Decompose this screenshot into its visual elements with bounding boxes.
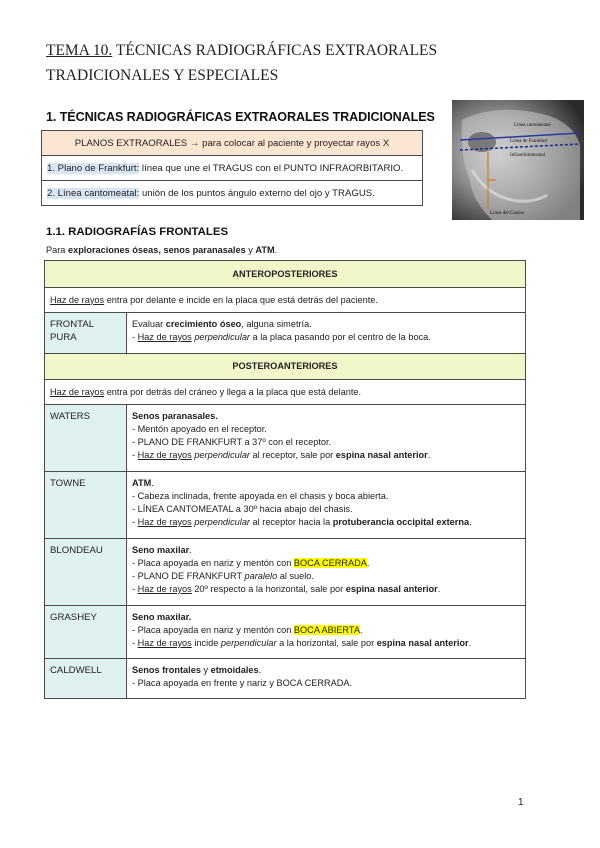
planes-table — [41, 130, 423, 206]
technique-details: Senos paranasales. - Mentón apoyado en el receptor. - PLANO DE FRANKFURT a 37º con el receptor. - Haz de rayos perpendicular al receptor, sale por espina nasal anterior. — [127, 405, 526, 472]
title-text: TÉCNICAS RADIOGRÁFICAS EXTRAORALES TRADICIONALES Y ESPECIALES — [46, 42, 438, 84]
planes-term: 2. Línea cantomeatal: — [47, 187, 140, 199]
technique-details: Evaluar crecimiento óseo, alguna simetría. - Haz de rayos perpendicular a la placa pasando por el centro de la boca. — [127, 313, 526, 354]
page-number: 1 — [518, 797, 524, 808]
radiography-table — [44, 260, 526, 699]
label-cantomeatal: Línea cantomeatal — [514, 123, 551, 128]
planes-term: 1. Plano de Frankfurt: — [47, 162, 140, 174]
posteroanteriores-header: POSTEROANTERIORES — [45, 354, 526, 380]
technique-details: Seno maxilar. - Placa apoyada en nariz y mentón con BOCA CERRADA. - PLANO DE FRANKFURT paralelo al suelo. - Haz de rayos 20º respecto a la horizontal, sale por espina nasal anterior. — [127, 539, 526, 606]
technique-name: TOWNE — [45, 472, 127, 539]
title-number: TEMA 10. — [46, 42, 113, 59]
label-infraorbitomeatal: Infraorbitomeatal — [510, 153, 545, 158]
technique-details: Senos frontales y etmoidales. - Placa apoyada en frente y nariz y BOCA CERRADA. — [127, 659, 526, 699]
technique-name: GRASHEY — [45, 606, 127, 659]
anteroposteriores-header: ANTEROPOSTERIORES — [45, 261, 526, 288]
technique-name: BLONDEAU — [45, 539, 127, 606]
technique-details: ATM. - Cabeza inclinada, frente apoyada en el chasis y boca abierta. - LÍNEA CANTOMEATAL a 30º hacia abajo del chasis. - Haz de rayos perpendicular al receptor hacia la protuberancia occipital externa. — [127, 472, 526, 539]
technique-name: CALDWELL — [45, 659, 127, 699]
anteroposteriores-description: Haz de rayos entra por delante e incide en la placa que está detrás del paciente. — [45, 288, 526, 313]
label-canino: Línea del Canino — [490, 211, 525, 216]
technique-name: WATERS — [45, 405, 127, 472]
technique-name: FRONTAL PURA — [45, 313, 127, 354]
page-title — [46, 38, 466, 88]
section-1-heading: 1. TÉCNICAS RADIOGRÁFICAS EXTRAORALES TRADICIONALES — [46, 110, 435, 124]
label-frankfurt: Línea de Frankfurt — [510, 139, 548, 144]
posteroanteriores-description: Haz de rayos entra por detrás del cráneo y llega a la placa que está delante. — [45, 380, 526, 405]
section-1-1-heading: 1.1. RADIOGRAFÍAS FRONTALES — [46, 226, 229, 238]
section-intro: Para exploraciones óseas, senos paranasales y ATM. — [46, 245, 278, 255]
planes-row-frankfurt: 1. Plano de Frankfurt: línea que une el TRAGUS con el PUNTO INFRAORBITARIO. — [42, 156, 423, 181]
planes-header: PLANOS EXTRAORALES → para colocar al paciente y proyectar rayos X — [42, 131, 423, 156]
technique-details: Seno maxilar. - Placa apoyada en nariz y mentón con BOCA ABIERTA. - Haz de rayos incide perpendicular a la horizontal, sale por espina nasal anterior. — [127, 606, 526, 659]
planes-row-cantomeatal: 2. Línea cantomeatal: unión de los puntos ángulo externo del ojo y TRAGUS. — [42, 181, 423, 206]
skull-xray-image — [452, 100, 584, 220]
